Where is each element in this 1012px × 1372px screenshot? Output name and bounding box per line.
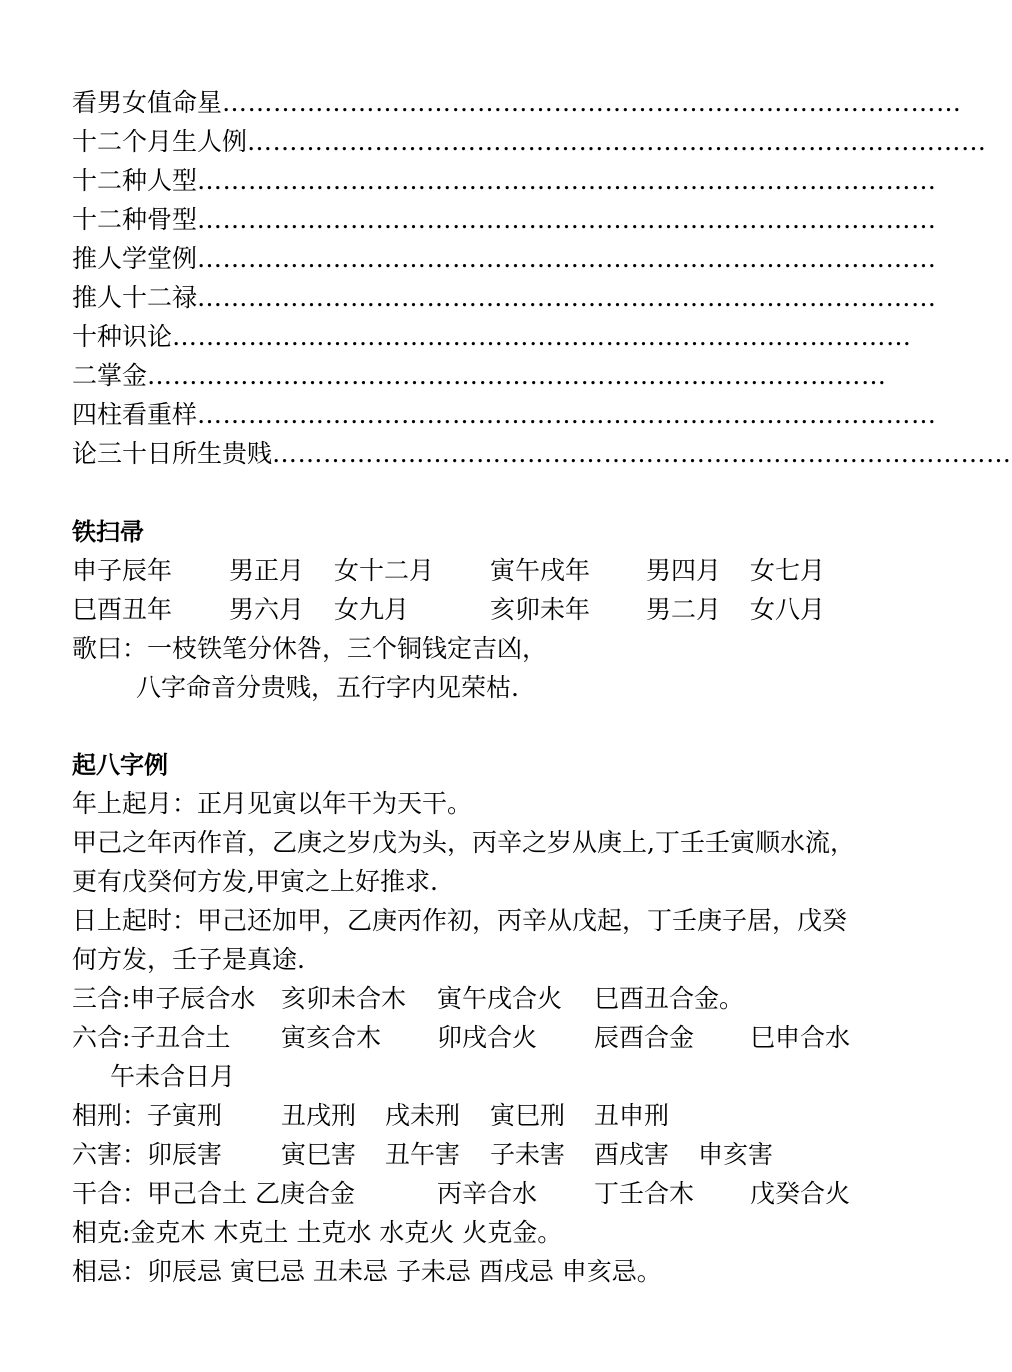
ji-line: 相忌：卯辰忌 寅巳忌 丑未忌 子未忌 酉戌忌 申亥忌。 <box>72 1257 662 1286</box>
ke-line: 相克:金克木 木克土 土克水 水克火 火克金。 <box>72 1218 563 1247</box>
section-heading-qibazili: 起八字例 <box>72 751 168 779</box>
toc-item: 十二个月生人例…………………………………………………………………………… <box>72 127 987 156</box>
song-line: 歌曰：一枝铁笔分休咎，三个铜钱定吉凶， <box>72 634 548 663</box>
paragraph-line: 何方发，壬子是真途. <box>72 945 305 974</box>
table-row: 巳酉丑年 男六月 女九月 亥卯未年 男二月 女八月 <box>72 595 826 624</box>
toc-item: 十种识论…………………………………………………………………………… <box>72 322 912 351</box>
section-heading-tiesaozhou: 铁扫帚 <box>72 518 144 546</box>
paragraph-line: 年上起月：正月见寅以年干为天干。 <box>72 789 473 818</box>
toc-item: 十二种骨型…………………………………………………………………………… <box>72 205 937 234</box>
toc-item: 四柱看重样…………………………………………………………………………… <box>72 400 937 429</box>
toc-item: 十二种人型…………………………………………………………………………… <box>72 166 937 195</box>
xing-row: 相刑：子寅刑 丑戌刑 戌未刑 寅巳刑 丑申刑 <box>72 1101 670 1130</box>
table-row: 申子辰年 男正月 女十二月 寅午戌年 男四月 女七月 <box>72 556 826 585</box>
paragraph-line: 更有戊癸何方发,甲寅之上好推求. <box>72 867 438 896</box>
paragraph-line: 日上起时：甲己还加甲，乙庚丙作初，丙辛从戊起，丁壬庚子居，戊癸 <box>72 906 848 935</box>
sanhe-row: 三合:申子辰合水 亥卯未合木 寅午戌合火 巳酉丑合金。 <box>72 984 745 1013</box>
liuhe-continuation: 午未合日月 <box>110 1062 236 1091</box>
toc-item: 论三十日所生贵贱…………………………………………………………………………… <box>72 439 1012 468</box>
toc-item: 看男女值命星…………………………………………………………………………… <box>72 88 962 117</box>
song-line: 八字命音分贵贱，五行字内见荣枯. <box>136 673 519 702</box>
liuhe-row: 六合:子丑合土 寅亥合木 卯戌合火 辰酉合金 巳申合水 <box>72 1023 851 1052</box>
hai-row: 六害：卯辰害 寅巳害 丑午害 子未害 酉戌害 申亥害 <box>72 1140 774 1169</box>
ganhe-row: 干合：甲己合土 乙庚合金 丙辛合水 丁壬合木 戊癸合火 <box>72 1179 851 1208</box>
toc-item: 推人学堂例…………………………………………………………………………… <box>72 244 937 273</box>
toc-item: 推人十二禄…………………………………………………………………………… <box>72 283 937 312</box>
paragraph-line: 甲己之年丙作首，乙庚之岁戊为头，丙辛之岁从庚上,丁壬壬寅顺水流， <box>72 828 855 857</box>
toc-item: 二掌金…………………………………………………………………………… <box>72 361 887 390</box>
